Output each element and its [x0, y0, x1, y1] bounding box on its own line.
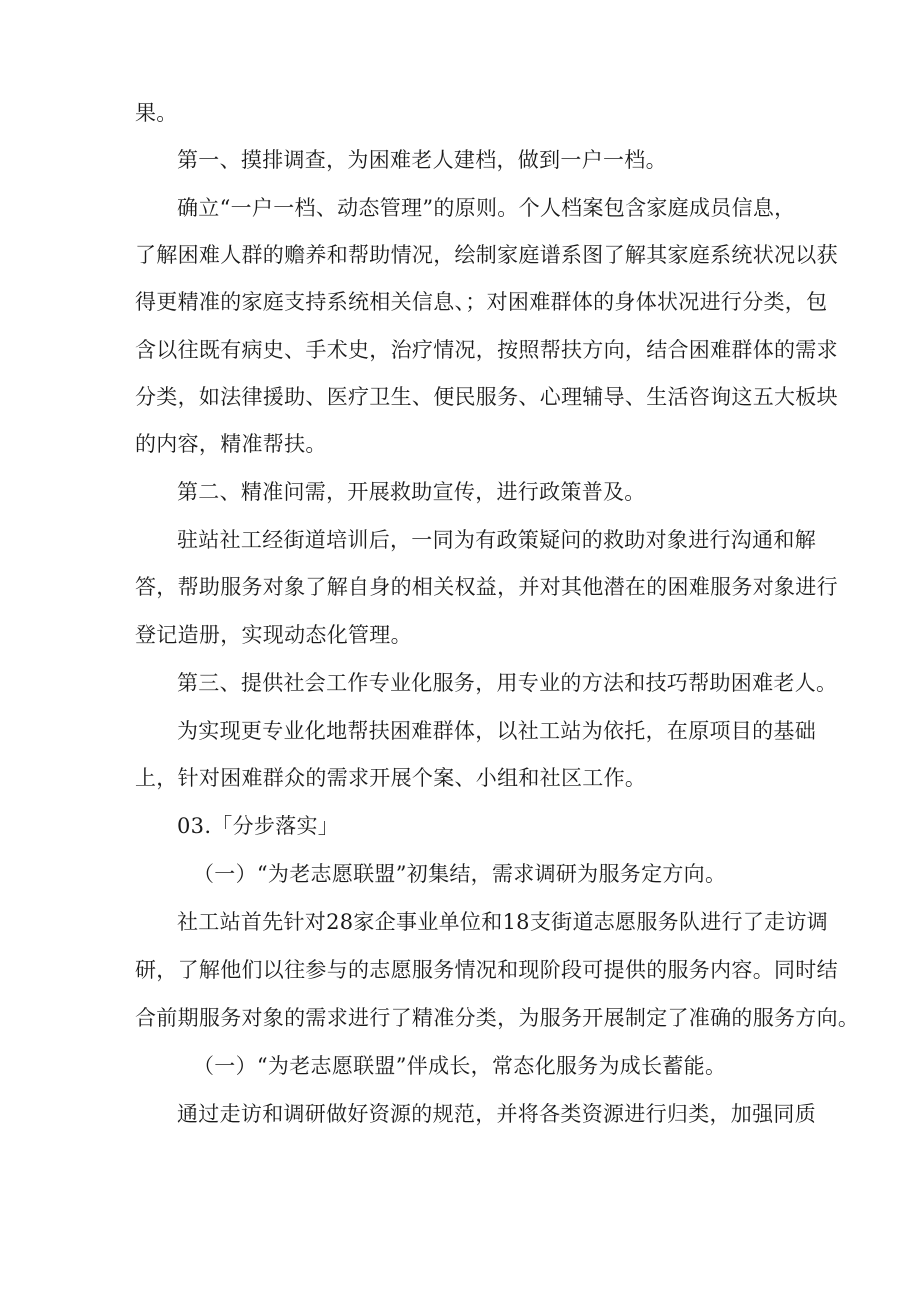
text-line: 登记造册，实现动态化管理。 [135, 623, 412, 647]
text-line: 分类，如法律援助、医疗卫生、便民服务、心理辅导、生活咨询这五大板块 [135, 385, 838, 409]
text-line: 研，了解他们以往参与的志愿服务情况和现阶段可提供的服务内容。同时结 [135, 958, 838, 982]
text-line: 含以往既有病史、手术史，治疗情况，按照帮扶方向，结合困难群体的需求 [135, 338, 838, 362]
section-heading-3: 第三、提供社会工作专业化服务，用专业的方法和技巧帮助困难老人。 [177, 671, 838, 695]
text-line: 通过走访和调研做好资源的规范，并将各类资源进行归类，加强同质 [177, 1102, 816, 1126]
section-heading-03: 03.「分步落实」 [177, 814, 340, 838]
text-line: 得更精准的家庭支持系统相关信息、；对困难群体的身体状况进行分类，包 [135, 290, 828, 314]
section-heading-1: 第一、摸排调查，为困难老人建档，做到一户一档。 [177, 148, 667, 172]
section-heading-2: 第二、精准问需，开展救助宣传，进行政策普及。 [177, 480, 646, 504]
text-line: 社工站首先针对28家企事业单位和18支街道志愿服务队进行了走访调 [177, 910, 829, 934]
text-line: 了解困难人群的赡养和帮助情况，绘制家庭谱系图了解其家庭系统状况以获 [135, 243, 838, 267]
text-line: 驻站社工经街道培训后，一同为有政策疑问的救助对象进行沟通和解 [177, 528, 816, 552]
text-line: 合前期服务对象的需求进行了精准分类，为服务开展制定了准确的服务方向。 [135, 1006, 860, 1030]
subsection-heading-1: （一）“为老志愿联盟”初集结，需求调研为服务定方向。 [193, 862, 727, 886]
text-line: 上，针对困难群众的需求开展个案、小组和社区工作。 [135, 766, 647, 790]
subsection-heading-2: （一）“为老志愿联盟”伴成长，常态化服务为成长蓄能。 [193, 1054, 727, 1078]
text-line: 的内容，精准帮扶。 [135, 432, 327, 456]
text-line: 答，帮助服务对象了解自身的相关权益，并对其他潜在的困难服务对象进行 [135, 575, 838, 599]
text-line: 果。 [135, 101, 178, 125]
text-line: 为实现更专业化地帮扶困难群体，以社工站为依托，在原项目的基础 [177, 719, 816, 743]
text-line: 确立“一户一档、动态管理”的原则。个人档案包含家庭成员信息， [177, 196, 796, 220]
